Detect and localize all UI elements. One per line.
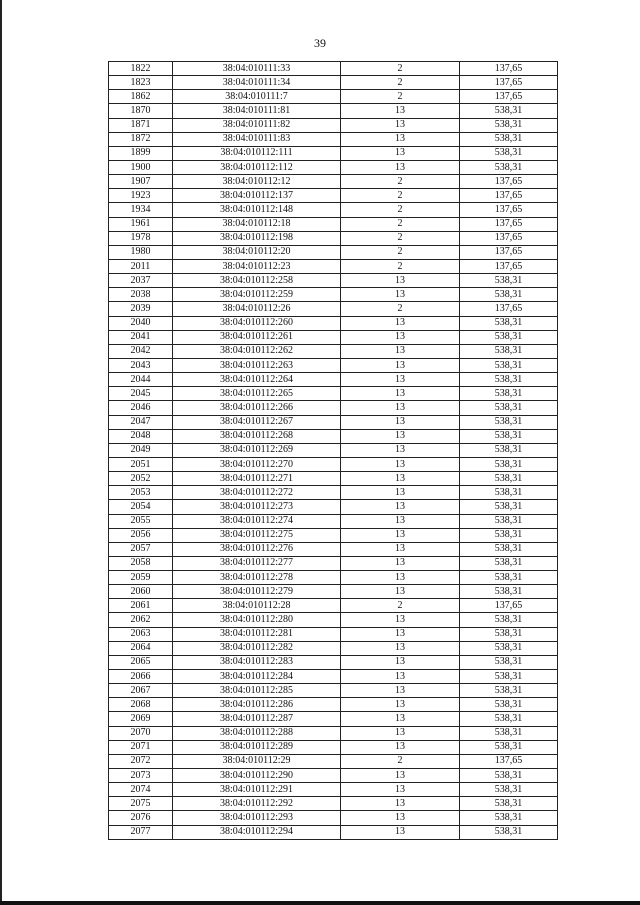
table-row — [109, 76, 558, 90]
row-number-cell: 1871 — [109, 118, 173, 132]
quantity-cell: 13 — [341, 769, 460, 783]
cadastral-number-cell: 38:04:010112:262 — [173, 344, 341, 358]
table-row — [109, 641, 558, 655]
row-number-cell: 2064 — [109, 641, 173, 655]
cadastral-number-cell: 38:04:010111:82 — [173, 118, 341, 132]
table-row — [109, 627, 558, 641]
cadastral-number-cell: 38:04:010111:34 — [173, 76, 341, 90]
value-cell: 538,31 — [460, 118, 558, 132]
cadastral-number-cell: 38:04:010112:265 — [173, 387, 341, 401]
value-cell: 538,31 — [460, 486, 558, 500]
cadastral-number-cell: 38:04:010112:279 — [173, 585, 341, 599]
data-table — [108, 61, 558, 840]
quantity-cell: 13 — [341, 160, 460, 174]
table-row — [109, 330, 558, 344]
row-number-cell: 1822 — [109, 62, 173, 76]
table-row — [109, 684, 558, 698]
cadastral-number-cell: 38:04:010112:23 — [173, 259, 341, 273]
value-cell: 538,31 — [460, 627, 558, 641]
row-number-cell: 1907 — [109, 175, 173, 189]
quantity-cell: 2 — [341, 90, 460, 104]
table-row — [109, 203, 558, 217]
value-cell: 538,31 — [460, 146, 558, 160]
table-row — [109, 118, 558, 132]
value-cell: 538,31 — [460, 698, 558, 712]
cadastral-number-cell: 38:04:010112:271 — [173, 472, 341, 486]
value-cell: 538,31 — [460, 401, 558, 415]
table-row — [109, 160, 558, 174]
value-cell: 538,31 — [460, 542, 558, 556]
row-number-cell: 2072 — [109, 754, 173, 768]
value-cell: 538,31 — [460, 160, 558, 174]
quantity-cell: 2 — [341, 217, 460, 231]
row-number-cell: 2056 — [109, 528, 173, 542]
cadastral-number-cell: 38:04:010112:288 — [173, 726, 341, 740]
row-number-cell: 1862 — [109, 90, 173, 104]
quantity-cell: 2 — [341, 76, 460, 90]
cadastral-number-cell: 38:04:010112:198 — [173, 231, 341, 245]
quantity-cell: 13 — [341, 373, 460, 387]
value-cell: 137,65 — [460, 599, 558, 613]
table-row — [109, 486, 558, 500]
quantity-cell: 13 — [341, 571, 460, 585]
cadastral-number-cell: 38:04:010112:294 — [173, 825, 341, 839]
quantity-cell: 2 — [341, 754, 460, 768]
value-cell: 538,31 — [460, 330, 558, 344]
value-cell: 137,65 — [460, 302, 558, 316]
table-row — [109, 740, 558, 754]
cadastral-number-cell: 38:04:010112:282 — [173, 641, 341, 655]
value-cell: 137,65 — [460, 189, 558, 203]
quantity-cell: 13 — [341, 811, 460, 825]
quantity-cell: 13 — [341, 457, 460, 471]
table-row — [109, 146, 558, 160]
quantity-cell: 2 — [341, 189, 460, 203]
row-number-cell: 2039 — [109, 302, 173, 316]
table-row — [109, 811, 558, 825]
value-cell: 538,31 — [460, 387, 558, 401]
row-number-cell: 2041 — [109, 330, 173, 344]
cadastral-number-cell: 38:04:010112:268 — [173, 429, 341, 443]
row-number-cell: 2038 — [109, 288, 173, 302]
quantity-cell: 13 — [341, 274, 460, 288]
quantity-cell: 2 — [341, 203, 460, 217]
value-cell: 538,31 — [460, 585, 558, 599]
value-cell: 538,31 — [460, 415, 558, 429]
value-cell: 538,31 — [460, 613, 558, 627]
quantity-cell: 13 — [341, 655, 460, 669]
cadastral-number-cell: 38:04:010112:278 — [173, 571, 341, 585]
cadastral-number-cell: 38:04:010112:290 — [173, 769, 341, 783]
page-number: 39 — [314, 36, 326, 50]
row-number-cell: 2063 — [109, 627, 173, 641]
value-cell: 137,65 — [460, 245, 558, 259]
quantity-cell: 13 — [341, 486, 460, 500]
table-row — [109, 797, 558, 811]
value-cell: 538,31 — [460, 726, 558, 740]
table-row — [109, 783, 558, 797]
row-number-cell: 1978 — [109, 231, 173, 245]
cadastral-number-cell: 38:04:010112:28 — [173, 599, 341, 613]
table-row — [109, 571, 558, 585]
row-number-cell: 2062 — [109, 613, 173, 627]
value-cell: 538,31 — [460, 514, 558, 528]
table-row — [109, 599, 558, 613]
row-number-cell: 2066 — [109, 670, 173, 684]
table-row — [109, 500, 558, 514]
table-row — [109, 132, 558, 146]
quantity-cell: 13 — [341, 387, 460, 401]
row-number-cell: 2073 — [109, 769, 173, 783]
table-row — [109, 712, 558, 726]
cadastral-number-cell: 38:04:010112:111 — [173, 146, 341, 160]
value-cell: 538,31 — [460, 288, 558, 302]
value-cell: 538,31 — [460, 769, 558, 783]
table-row — [109, 373, 558, 387]
table-row — [109, 245, 558, 259]
row-number-cell: 2011 — [109, 259, 173, 273]
value-cell: 538,31 — [460, 655, 558, 669]
value-cell: 538,31 — [460, 274, 558, 288]
table-row — [109, 698, 558, 712]
row-number-cell: 1980 — [109, 245, 173, 259]
table-row — [109, 655, 558, 669]
table-row — [109, 457, 558, 471]
row-number-cell: 1872 — [109, 132, 173, 146]
value-cell: 137,65 — [460, 259, 558, 273]
cadastral-number-cell: 38:04:010112:266 — [173, 401, 341, 415]
cadastral-number-cell: 38:04:010112:29 — [173, 754, 341, 768]
cadastral-number-cell: 38:04:010112:273 — [173, 500, 341, 514]
row-number-cell: 2051 — [109, 457, 173, 471]
value-cell: 538,31 — [460, 783, 558, 797]
cadastral-number-cell: 38:04:010111:83 — [173, 132, 341, 146]
row-number-cell: 2053 — [109, 486, 173, 500]
row-number-cell: 2057 — [109, 542, 173, 556]
cadastral-number-cell: 38:04:010112:280 — [173, 613, 341, 627]
value-cell: 538,31 — [460, 811, 558, 825]
cadastral-number-cell: 38:04:010112:137 — [173, 189, 341, 203]
row-number-cell: 2058 — [109, 556, 173, 570]
row-number-cell: 2054 — [109, 500, 173, 514]
value-cell: 137,65 — [460, 217, 558, 231]
cadastral-number-cell: 38:04:010112:293 — [173, 811, 341, 825]
table-row — [109, 387, 558, 401]
value-cell: 137,65 — [460, 231, 558, 245]
cadastral-number-cell: 38:04:010112:263 — [173, 358, 341, 372]
row-number-cell: 2052 — [109, 472, 173, 486]
cadastral-number-cell: 38:04:010112:260 — [173, 316, 341, 330]
quantity-cell: 2 — [341, 259, 460, 273]
quantity-cell: 13 — [341, 500, 460, 514]
table-row — [109, 217, 558, 231]
quantity-cell: 13 — [341, 358, 460, 372]
cadastral-number-cell: 38:04:010112:258 — [173, 274, 341, 288]
quantity-cell: 2 — [341, 599, 460, 613]
table-row — [109, 670, 558, 684]
value-cell: 137,65 — [460, 76, 558, 90]
value-cell: 538,31 — [460, 670, 558, 684]
quantity-cell: 13 — [341, 698, 460, 712]
table-row — [109, 443, 558, 457]
value-cell: 538,31 — [460, 797, 558, 811]
row-number-cell: 2070 — [109, 726, 173, 740]
row-number-cell: 2068 — [109, 698, 173, 712]
value-cell: 137,65 — [460, 62, 558, 76]
row-number-cell: 2045 — [109, 387, 173, 401]
table-row — [109, 90, 558, 104]
table-row — [109, 104, 558, 118]
row-number-cell: 2047 — [109, 415, 173, 429]
table-row — [109, 825, 558, 839]
row-number-cell: 2046 — [109, 401, 173, 415]
row-number-cell: 2067 — [109, 684, 173, 698]
table-row — [109, 316, 558, 330]
cadastral-number-cell: 38:04:010111:7 — [173, 90, 341, 104]
cadastral-number-cell: 38:04:010112:20 — [173, 245, 341, 259]
quantity-cell: 2 — [341, 175, 460, 189]
quantity-cell: 13 — [341, 443, 460, 457]
value-cell: 538,31 — [460, 316, 558, 330]
table-row — [109, 754, 558, 768]
scan-left-edge — [0, 0, 2, 905]
quantity-cell: 2 — [341, 302, 460, 316]
table-row — [109, 62, 558, 76]
table-row — [109, 514, 558, 528]
table-row — [109, 231, 558, 245]
cadastral-number-cell: 38:04:010112:267 — [173, 415, 341, 429]
quantity-cell: 13 — [341, 684, 460, 698]
cadastral-number-cell: 38:04:010112:283 — [173, 655, 341, 669]
row-number-cell: 2074 — [109, 783, 173, 797]
cadastral-number-cell: 38:04:010112:287 — [173, 712, 341, 726]
row-number-cell: 1900 — [109, 160, 173, 174]
table-row — [109, 429, 558, 443]
row-number-cell: 2060 — [109, 585, 173, 599]
row-number-cell: 2065 — [109, 655, 173, 669]
row-number-cell: 1823 — [109, 76, 173, 90]
table-row — [109, 585, 558, 599]
value-cell: 538,31 — [460, 344, 558, 358]
table-body — [109, 62, 558, 840]
cadastral-number-cell: 38:04:010112:285 — [173, 684, 341, 698]
quantity-cell: 13 — [341, 825, 460, 839]
cadastral-number-cell: 38:04:010112:292 — [173, 797, 341, 811]
table-row — [109, 556, 558, 570]
quantity-cell: 13 — [341, 542, 460, 556]
cadastral-number-cell: 38:04:010112:291 — [173, 783, 341, 797]
value-cell: 538,31 — [460, 500, 558, 514]
quantity-cell: 13 — [341, 288, 460, 302]
row-number-cell: 2059 — [109, 571, 173, 585]
cadastral-number-cell: 38:04:010112:286 — [173, 698, 341, 712]
quantity-cell: 13 — [341, 797, 460, 811]
cadastral-number-cell: 38:04:010112:289 — [173, 740, 341, 754]
row-number-cell: 1923 — [109, 189, 173, 203]
cadastral-number-cell: 38:04:010112:18 — [173, 217, 341, 231]
row-number-cell: 2037 — [109, 274, 173, 288]
row-number-cell: 2044 — [109, 373, 173, 387]
value-cell: 538,31 — [460, 132, 558, 146]
row-number-cell: 2042 — [109, 344, 173, 358]
quantity-cell: 13 — [341, 556, 460, 570]
value-cell: 538,31 — [460, 556, 558, 570]
value-cell: 137,65 — [460, 203, 558, 217]
value-cell: 538,31 — [460, 358, 558, 372]
quantity-cell: 13 — [341, 146, 460, 160]
value-cell: 538,31 — [460, 373, 558, 387]
value-cell: 538,31 — [460, 825, 558, 839]
table-row — [109, 472, 558, 486]
value-cell: 538,31 — [460, 429, 558, 443]
quantity-cell: 13 — [341, 316, 460, 330]
value-cell: 137,65 — [460, 754, 558, 768]
quantity-cell: 13 — [341, 783, 460, 797]
quantity-cell: 13 — [341, 726, 460, 740]
quantity-cell: 13 — [341, 670, 460, 684]
value-cell: 538,31 — [460, 443, 558, 457]
value-cell: 538,31 — [460, 104, 558, 118]
quantity-cell: 13 — [341, 472, 460, 486]
cadastral-number-cell: 38:04:010111:81 — [173, 104, 341, 118]
table-row — [109, 769, 558, 783]
value-cell: 538,31 — [460, 528, 558, 542]
quantity-cell: 13 — [341, 118, 460, 132]
value-cell: 538,31 — [460, 641, 558, 655]
cadastral-number-cell: 38:04:010112:148 — [173, 203, 341, 217]
quantity-cell: 2 — [341, 245, 460, 259]
row-number-cell: 2077 — [109, 825, 173, 839]
cadastral-number-cell: 38:04:010112:261 — [173, 330, 341, 344]
quantity-cell: 13 — [341, 528, 460, 542]
table-row — [109, 358, 558, 372]
value-cell: 538,31 — [460, 740, 558, 754]
table-row — [109, 613, 558, 627]
cadastral-number-cell: 38:04:010112:12 — [173, 175, 341, 189]
cadastral-number-cell: 38:04:010112:269 — [173, 443, 341, 457]
row-number-cell: 2055 — [109, 514, 173, 528]
row-number-cell: 1899 — [109, 146, 173, 160]
quantity-cell: 13 — [341, 585, 460, 599]
cadastral-number-cell: 38:04:010112:277 — [173, 556, 341, 570]
row-number-cell: 2048 — [109, 429, 173, 443]
quantity-cell: 2 — [341, 231, 460, 245]
quantity-cell: 2 — [341, 62, 460, 76]
table-row — [109, 401, 558, 415]
quantity-cell: 13 — [341, 104, 460, 118]
table-row — [109, 288, 558, 302]
quantity-cell: 13 — [341, 401, 460, 415]
value-cell: 538,31 — [460, 571, 558, 585]
value-cell: 538,31 — [460, 457, 558, 471]
quantity-cell: 13 — [341, 712, 460, 726]
quantity-cell: 13 — [341, 627, 460, 641]
row-number-cell: 1934 — [109, 203, 173, 217]
cadastral-number-cell: 38:04:010112:276 — [173, 542, 341, 556]
row-number-cell: 2071 — [109, 740, 173, 754]
row-number-cell: 2043 — [109, 358, 173, 372]
quantity-cell: 13 — [341, 613, 460, 627]
row-number-cell: 2069 — [109, 712, 173, 726]
table-row — [109, 302, 558, 316]
value-cell: 538,31 — [460, 472, 558, 486]
row-number-cell: 2075 — [109, 797, 173, 811]
value-cell: 538,31 — [460, 712, 558, 726]
row-number-cell: 1961 — [109, 217, 173, 231]
scan-bottom-edge — [0, 901, 640, 905]
cadastral-number-cell: 38:04:010112:264 — [173, 373, 341, 387]
table-row — [109, 344, 558, 358]
quantity-cell: 13 — [341, 429, 460, 443]
cadastral-number-cell: 38:04:010112:259 — [173, 288, 341, 302]
table-row — [109, 259, 558, 273]
quantity-cell: 13 — [341, 415, 460, 429]
cadastral-number-cell: 38:04:010111:33 — [173, 62, 341, 76]
quantity-cell: 13 — [341, 514, 460, 528]
quantity-cell: 13 — [341, 132, 460, 146]
quantity-cell: 13 — [341, 330, 460, 344]
row-number-cell: 2076 — [109, 811, 173, 825]
table-row — [109, 542, 558, 556]
cadastral-number-cell: 38:04:010112:270 — [173, 457, 341, 471]
quantity-cell: 13 — [341, 740, 460, 754]
quantity-cell: 13 — [341, 344, 460, 358]
value-cell: 137,65 — [460, 90, 558, 104]
table-row — [109, 189, 558, 203]
cadastral-number-cell: 38:04:010112:112 — [173, 160, 341, 174]
row-number-cell: 1870 — [109, 104, 173, 118]
table-row — [109, 274, 558, 288]
value-cell: 137,65 — [460, 175, 558, 189]
quantity-cell: 13 — [341, 641, 460, 655]
cadastral-number-cell: 38:04:010112:26 — [173, 302, 341, 316]
value-cell: 538,31 — [460, 684, 558, 698]
row-number-cell: 2061 — [109, 599, 173, 613]
row-number-cell: 2049 — [109, 443, 173, 457]
cadastral-number-cell: 38:04:010112:281 — [173, 627, 341, 641]
cadastral-number-cell: 38:04:010112:284 — [173, 670, 341, 684]
table-row — [109, 528, 558, 542]
cadastral-number-cell: 38:04:010112:274 — [173, 514, 341, 528]
table-row — [109, 726, 558, 740]
table-row — [109, 415, 558, 429]
row-number-cell: 2040 — [109, 316, 173, 330]
cadastral-number-cell: 38:04:010112:275 — [173, 528, 341, 542]
table-row — [109, 175, 558, 189]
cadastral-number-cell: 38:04:010112:272 — [173, 486, 341, 500]
